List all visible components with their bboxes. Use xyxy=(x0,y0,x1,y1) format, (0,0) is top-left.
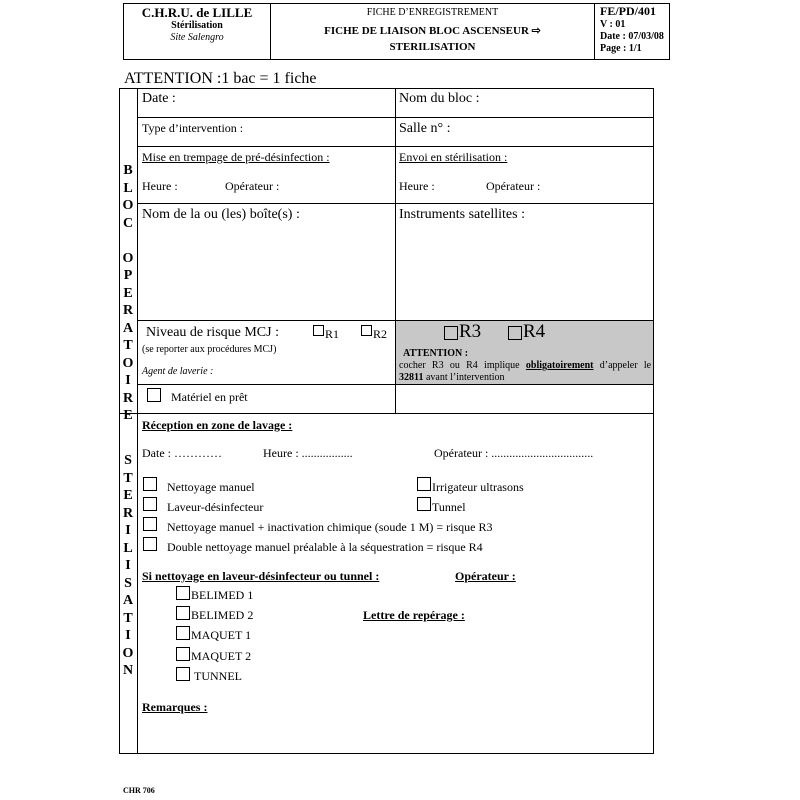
r4-label: R4 xyxy=(523,321,546,342)
envoi-operateur-field[interactable]: Opérateur : xyxy=(486,179,541,193)
steril-side-label: S T E R I L I S A T I O N xyxy=(122,453,134,678)
operateur-label: Opérateur : xyxy=(455,569,516,583)
laveur-label: Laveur-désinfecteur xyxy=(167,500,264,514)
irrigateur-checkbox[interactable] xyxy=(417,477,431,491)
nom-bloc-field[interactable]: Nom du bloc : xyxy=(399,91,480,106)
tunnel-machine-checkbox[interactable] xyxy=(176,667,190,681)
belimed1-label: BELIMED 1 xyxy=(191,588,254,602)
tunnel-label: Tunnel xyxy=(432,500,466,514)
form-type: FICHE D’ENREGISTREMENT xyxy=(366,7,499,18)
laveur-checkbox[interactable] xyxy=(143,497,157,511)
nettoyage-manuel-label: Nettoyage manuel xyxy=(167,480,255,494)
remarques-label[interactable]: Remarques : xyxy=(142,700,208,714)
trempage-heure-field[interactable]: Heure : xyxy=(142,179,178,193)
r4-checkbox[interactable] xyxy=(508,326,522,340)
org-name: C.H.R.U. de LILLE xyxy=(141,5,253,20)
r2-checkbox[interactable] xyxy=(361,325,372,336)
materiel-pret-checkbox[interactable] xyxy=(147,388,161,402)
attention-text: cocher R3 ou R4 implique obligatoirement d’appeler le 32811 avant l’intervention xyxy=(399,360,652,383)
risque-note: (se reporter aux procédures MCJ) xyxy=(142,344,277,355)
maquet1-checkbox[interactable] xyxy=(176,626,190,640)
envoi-label: Envoi en stérilisation : xyxy=(399,150,508,164)
r1-checkbox[interactable] xyxy=(313,325,324,336)
risque-r3-option-checkbox[interactable] xyxy=(143,517,157,531)
r3-checkbox[interactable] xyxy=(444,326,458,340)
tunnel-machine-label: TUNNEL xyxy=(194,669,242,683)
date-field[interactable]: Date : xyxy=(142,91,176,106)
si-nettoyage-label: Si nettoyage en laveur-désinfecteur ou tunnel : xyxy=(142,569,380,583)
doc-page: Page : 1/1 xyxy=(600,43,642,54)
belimed1-checkbox[interactable] xyxy=(176,586,190,600)
risque-r4-option-checkbox[interactable] xyxy=(143,537,157,551)
reception-heure-field[interactable]: Heure : ................. xyxy=(263,446,353,460)
r3-label: R3 xyxy=(459,321,482,342)
risque-label: Niveau de risque MCJ : xyxy=(146,325,279,340)
org-site: Site Salengro xyxy=(170,32,224,43)
risque-r4-option-label: Double nettoyage manuel préalable à la séquestration = risque R4 xyxy=(167,540,483,554)
nettoyage-manuel-checkbox[interactable] xyxy=(143,477,157,491)
reception-operateur-field[interactable]: Opérateur : .................................. xyxy=(434,446,594,460)
attention-label: ATTENTION : xyxy=(403,348,469,359)
maquet2-checkbox[interactable] xyxy=(176,647,190,661)
trempage-operateur-field[interactable]: Opérateur : xyxy=(225,179,280,193)
salle-field[interactable]: Salle n° : xyxy=(399,121,451,136)
belimed2-checkbox[interactable] xyxy=(176,606,190,620)
agent-laverie-field[interactable]: Agent de laverie : xyxy=(142,366,214,377)
r2-label: R2 xyxy=(373,327,388,341)
lettre-reperage-label: Lettre de repérage : xyxy=(363,608,465,622)
boites-field[interactable]: Nom de la ou (les) boîte(s) : xyxy=(142,207,300,222)
maquet1-label: MAQUET 1 xyxy=(191,628,252,642)
tunnel-checkbox[interactable] xyxy=(417,497,431,511)
irrigateur-label: Irrigateur ultrasons xyxy=(432,480,524,494)
org-dept: Stérilisation xyxy=(171,20,223,31)
doc-date: Date : 07/03/08 xyxy=(600,31,664,42)
bloc-side-label: B L O C O P E R A T O I R E xyxy=(122,163,134,423)
arrow-right-icon: ⇨ xyxy=(531,25,541,37)
form-title-line2: STERILISATION xyxy=(389,41,476,53)
risque-r3-option-label: Nettoyage manuel + inactivation chimique (soude 1 M) = risque R3 xyxy=(167,520,493,534)
satellites-field[interactable]: Instruments satellites : xyxy=(399,207,525,222)
materiel-pret-label: Matériel en prêt xyxy=(171,390,248,404)
reception-label: Réception en zone de lavage : xyxy=(142,418,293,432)
r1-label: R1 xyxy=(325,327,340,341)
type-intervention-field[interactable]: Type d’intervention : xyxy=(142,121,244,135)
trempage-label: Mise en trempage de pré-désinfection : xyxy=(142,150,330,164)
footer-code: CHR 706 xyxy=(123,786,155,795)
reception-date-field[interactable]: Date : ………… xyxy=(142,446,222,460)
belimed2-label: BELIMED 2 xyxy=(191,608,254,622)
maquet2-label: MAQUET 2 xyxy=(191,649,252,663)
envoi-heure-field[interactable]: Heure : xyxy=(399,179,435,193)
form-title: FICHE DE LIAISON BLOC ASCENSEUR ⇨ xyxy=(324,25,541,37)
doc-version: V : 01 xyxy=(600,19,626,30)
doc-ref: FE/PD/401 xyxy=(600,4,656,18)
attention-title: ATTENTION :1 bac = 1 fiche xyxy=(124,70,317,87)
